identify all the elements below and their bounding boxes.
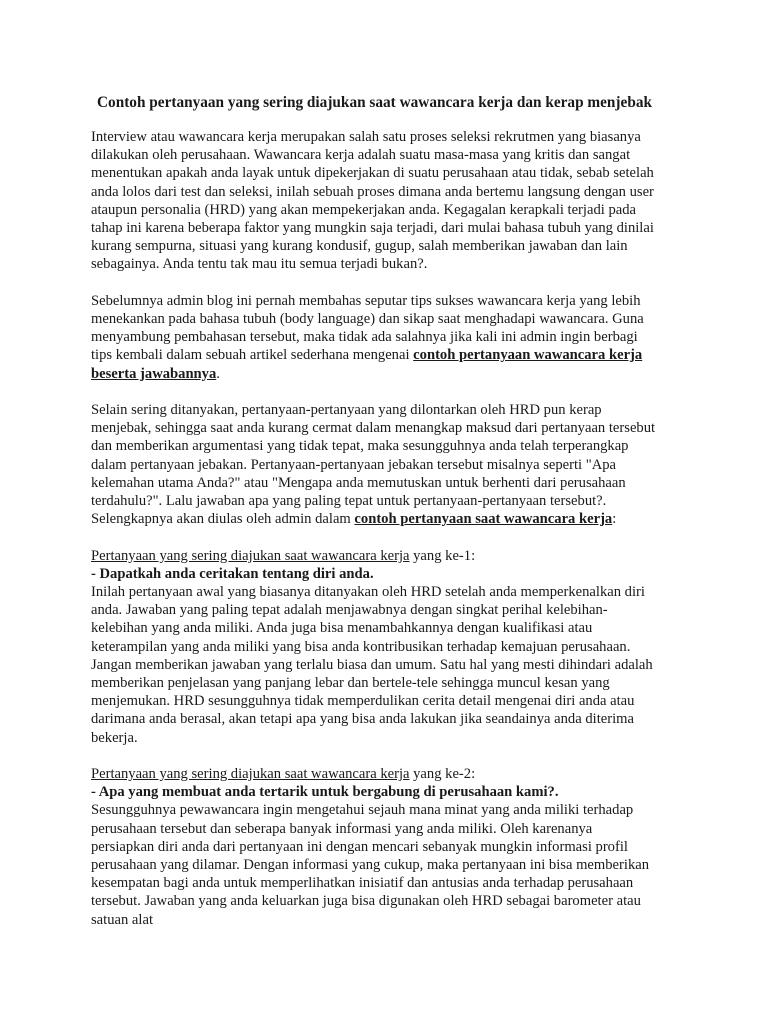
question-1-lead (91, 547, 658, 565)
paragraph-text: Sebelumnya admin blog ini pernah membahas seputar tips sukses wawancara kerja yang lebih menekankan pada bahasa tubuh (body language) dan sikap saat menghadapi wawancara. Guna menyambung pembahasan tersebut, maka tidak ada salahnya jika kali ini admin ingin berbagi tips kembali dalam sebuah artikel sederhana mengenai (91, 292, 644, 364)
question-2-lead (91, 765, 658, 783)
question-2-answer: Sesungguhnya pewawancara ingin mengetahui sejauh mana minat yang anda miliki terhadap perusahaan tersebut dan seberapa banyak informasi yang anda miliki. Oleh karenanya persiapkan diri anda dari pertanyaan ini dengan mencari sebanyak mungkin informasi profil perusahaan yang dilamar. Dengan informasi yang cukup, maka pertanyaan ini bisa memberikan kesempatan bagi anda untuk memperlihatkan inisiatif dan antusias anda terhadap perusahaan tersebut. Jawaban yang anda keluarkan juga bisa digunakan oleh HRD sebagai barometer atau satuan alat (91, 802, 650, 928)
previous-article-paragraph (91, 292, 658, 383)
question-1-text: - Dapatkah anda ceritakan tentang diri anda. (91, 565, 374, 582)
paragraph-gap (91, 383, 658, 401)
question-2-text: - Apa yang membuat anda tertarik untuk bergabung di perusahaan kami?. (91, 784, 559, 801)
question-lead-link[interactable]: Pertanyaan yang sering diajukan saat wawancara kerja (91, 766, 410, 783)
paragraph-text: Selain sering ditanyakan, pertanyaan-pertanyaan yang dilontarkan oleh HRD pun kerap menjebak, sehingga saat anda kurang cermat dalam menangkap maksud dari pertanyaan tersebut dan memberikan argumentasi yang tidak tepat, maka sesungguhnya anda telah terperangkap dalam pertanyaan jebakan. Pertanyaan-pertanyaan jebakan tersebut misalnya seperti "Apa kelemahan utama Anda?" atau "Mengapa anda memutuskan untuk berhenti dari perusahaan terdahulu?". Lalu jawaban apa yang paling tepat untuk pertanyaan-pertanyaan tersebut?. Selengkapnya akan diulas oleh admin dalam (91, 402, 656, 528)
document-title: Contoh pertanyaan yang sering diajukan saat wawancara kerja dan kerap menjebak (97, 94, 652, 111)
trap-questions-paragraph (91, 401, 658, 528)
paragraph-gap (91, 528, 658, 546)
paragraph-end: : (612, 511, 617, 528)
article-link[interactable]: contoh pertanyaan saat wawancara kerja (354, 511, 613, 528)
question-lead-rest: yang ke-1: (409, 547, 476, 564)
paragraph-end: . (216, 365, 220, 382)
intro-paragraph: Interview atau wawancara kerja merupakan salah satu proses seleksi rekrutmen yang biasanya dilakukan oleh perusahaan. Wawancara kerja adalah suatu masa-masa yang kritis dan sangat menentukan apakah anda layak untuk dipekerjakan di suatu perusahaan atau tidak, sebab setelah anda lolos dari test dan seleksi, inilah sebuah proses dimana anda bertemu langsung dengan user ataupun personalia (HRD) yang akan mempekerjakan anda. Kegagalan kerapkali terjadi pada tahap ini karena beberapa faktor yang mungkin saja terjadi, dari mulai bahasa tubuh yang dinilai kurang sempurna, situasi yang kurang kondusif, gugup, salah memberikan jawaban dan lain sebagainya. Anda tentu tak mau itu semua terjadi bukan?. (91, 129, 654, 273)
paragraph-gap (91, 747, 658, 765)
paragraph-gap (91, 274, 658, 292)
question-lead-rest: yang ke-2: (409, 766, 476, 783)
question-lead-link[interactable]: Pertanyaan yang sering diajukan saat wawancara kerja (91, 547, 410, 564)
article-link[interactable]: contoh pertanyaan wawancara kerja beserta jawabannya (91, 347, 643, 382)
question-1-answer: Inilah pertanyaan awal yang biasanya ditanyakan oleh HRD setelah anda memperkenalkan diri anda. Jawaban yang paling tepat adalah menjawabnya dengan singkat perihal kelebihan-kelebihan yang anda miliki. Anda juga bisa menambahkannya dengan kualifikasi atau keterampilan yang anda miliki yang bisa anda kontribusikan terhadap kemajuan perusahaan. Jangan memberikan jawaban yang terlalu biasa dan umum. Satu hal yang mesti dihindari adalah memberikan penjelasan yang panjang lebar dan bertele-tele sehingga muncul kesan yang menjemukan. HRD sesungguhnya tidak memperdulikan cerita detail mengenai diri anda atau darimana anda berasal, akan tetapi apa yang bisa anda lakukan jika seandainya anda diterima bekerja. (91, 584, 653, 746)
